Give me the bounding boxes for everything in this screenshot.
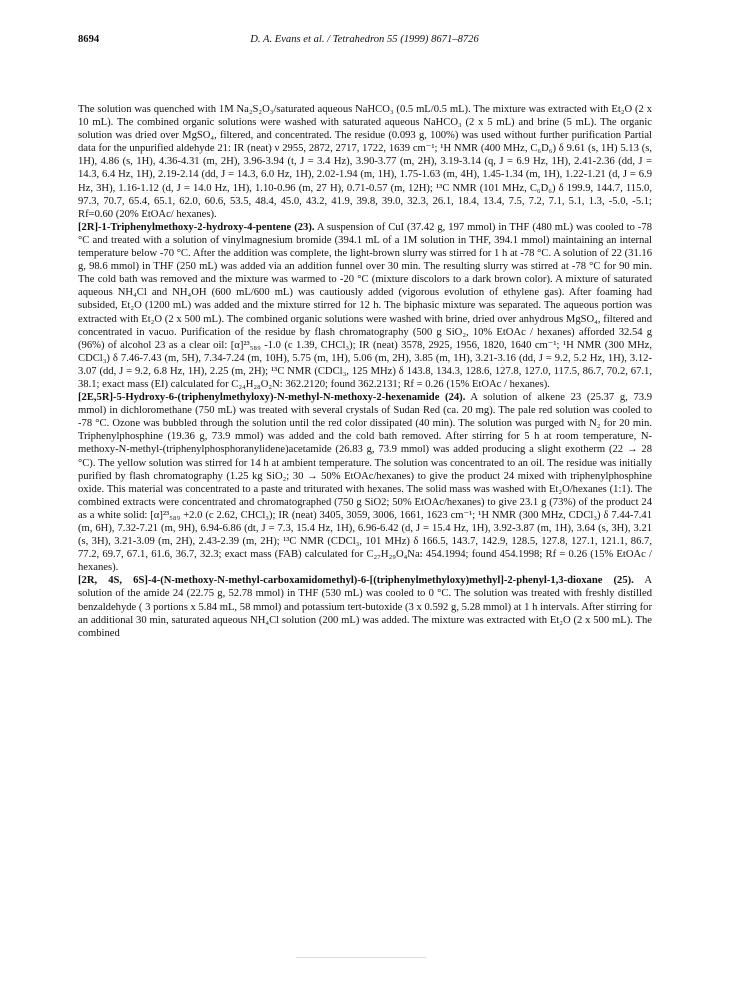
paragraph-text: The solution was quenched with 1M Na₂S₂O₃/saturated aqueous NaHCO₃ (0.5 mL/0.5 mL). The mixture was extracted with Et₂O (2 x 10 mL). The combined organic solutions were washed with saturated aqueous NaHCO₃ (2 x 5 mL) and brine (5 mL). The organic solution was dried over MgSO₄, filtered, and concentrated. The residue (0.093 g, 100%) was used without further purification Partial data for the unpurified aldehyde 21: IR (neat) ν 2955, 2872, 2717, 1722, 1639 cm⁻¹; ¹H NMR (400 MHz, C₆D₆) δ 9.61 (s, 1H) 5.13 (s, 1H), 4.86 (s, 1H), 4.36-4.31 (m, 2H), 3.96-3.94 (t, J = 3.4 Hz), 3.90-3.77 (m, 2H), 3.19-3.14 (q, J = 6.9 Hz, 1H), 2.41-2.36 (dd, J = 14.3, 6.4 Hz, 1H), 2.19-2.14 (dd, J = 14.3, 6.0 Hz, 1H), 2.02-1.94 (m, 1H), 1.75-1.63 (m, 4H), 1.45-1.34 (m, 1H), 1.22-1.21 (d, J = 6.9 Hz, 3H), 1.16-1.12 (d, J = 14.0 Hz, 1H), 1.10-0.96 (m, 27 H), 0.71-0.57 (m, 12H); ¹³C NMR (101 MHz, C₆D₆) δ 199.9, 144.7, 115.0, 97.3, 70.7, 65.4, 65.1, 62.0, 60.6, 53.5, 48.4, 45.0, 43.2, 41.9, 39.8, 39.0, 32.3, 26.1, 18.4, 13.4, 7.5, 7.2, 7.1, 5.1, 1.3, -5.0, -5.1; Rf=0.60 (20% EtOAc/ hexanes). bbox=[78, 104, 652, 220]
paragraph-text: A solution of alkene 23 (25.37 g, 73.9 mmol) in dichloromethane (750 mL) was treated with several crystals of Sudan Red (ca. 20 mg). The pale red solution was cooled to -78 °C. Ozone was bubbled through the solution until the red color dissipated (40 min). The solution was purged with N₂ for 20 min. Triphenylphosphine (19.36 g, 73.9 mmol) was added and the cold bath removed. After stirring for 5 h at room temperature, N-methoxy-N-methyl-(triphenylphosphoranylidene)acetamide (26.83 g, 73.9 mmol) was added producing a slight exotherm (22 → 28 °C). The yellow solution was stirred for 14 h at ambient temperature. The solution was concentrated to an oil. The residue was initially purified by flash chromatography (1.25 kg SiO₂; 30 → 50% EtOAc/hexanes) to give the product 24 mixed with triphenylphosphine oxide. This material was concentrated to a paste and triturated with hexanes. The solid mass was washed with Et₂O/hexanes (1:1). The combined extracts were concentrated and chromatographed (750 g SiO2; 50% EtOAc/hexanes) to give 23.1 g (73%) of the product 24 as a white solid: [α]²³₅₈₉ +2.0 (c 2.62, CHCl₃); IR (neat) 3405, 3059, 3006, 1661, 1623 cm⁻¹; ¹H NMR (300 MHz, CDCl₃) δ 7.44-7.41 (m, 6H), 7.32-7.21 (m, 9H), 6.94-6.86 (dt, J = 7.3, 15.4 Hz, 1H), 6.96-6.42 (d, J = 15.4 Hz, 1H), 3.92-3.87 (m, 1H), 3.64 (s, 3H), 3.21 (s, 3H), 3.21-3.09 (m, 2H), 2.43-2.39 (m, 2H); ¹³C NMR (CDCl₃, 101 MHz) δ 166.5, 143.7, 142.9, 128.5, 127.8, 127.1, 121.1, 86.7, 77.2, 69.7, 67.1, 61.6, 36.7, 32.3; exact mass (FAB) calculated for C₂₇H₂₉O₄Na: 454.1994; found 454.1998; Rf = 0.26 (15% EtOAc / hexanes). bbox=[78, 392, 652, 574]
page-number: 8694 bbox=[78, 34, 100, 45]
article-body bbox=[78, 103, 652, 640]
page-header bbox=[78, 34, 651, 50]
paragraph-compound-25 bbox=[78, 574, 652, 639]
paragraph-compound-24 bbox=[78, 391, 652, 574]
compound-heading: [2E,5R]-5-Hydroxy-6-(triphenylmethyloxy)-N-methyl-N-methoxy-2-hexenamide (24). bbox=[78, 392, 466, 404]
paragraph-compound-23 bbox=[78, 221, 652, 391]
bottom-divider bbox=[296, 957, 426, 958]
paragraph-text: A suspension of CuI (37.42 g, 197 mmol) in THF (480 mL) was cooled to -78 °C and treated with a solution of vinylmagnesium bromide (394.1 mL of a 1M solution in THF, 394.1 mmol) maintaining an internal temperature below -70 °C. After the addition was complete, the light-brown slurry was stirred for 1 h at -78 °C. A solution of 22 (31.16 g, 98.6 mmol) in THF (250 mL) was added via an addition funnel over 30 min. The resulting slurry was stirred at -78 °C for 90 min. The cold bath was removed and the mixture was warmed to -20 °C (mixture discolors to a dark brown color). A mixture of saturated aqueous NH₄Cl and NH₄OH (600 mL/600 mL) was cautiously added (vigorous evolution of ethylene gas). After foaming had subsided, Et₂O (1200 mL) was added and the mixture stirred for 12 h. The biphasic mixture was separated. The aqueous portion was extracted with Et₂O (2 x 500 mL). The combined organic solutions were washed with brine, dried over anhydrous MgSO₄, filtered and concentrated in vacuo. Purification of the residue by flash chromatography (500 g SiO₂, 10% EtOAc / hexanes) afforded 32.54 g (96%) of alcohol 23 as a clear oil: [α]²³₅₈₉ -1.0 (c 1.39, CHCl₃); IR (neat) 3578, 2925, 1956, 1820, 1640 cm⁻¹; ¹H NMR (300 MHz, CDCl₃) δ 7.46-7.43 (m, 5H), 7.34-7.24 (m, 10H), 5.75 (m, 1H), 5.06 (m, 2H), 3.85 (m, 1H), 3.21-3.16 (dd, J = 9.2, 5.2 Hz, 1H), 3.12-3.07 (dd, J = 9.2, 6.8 Hz, 1H), 2.25 (m, 2H); ¹³C NMR (CDCl₃, 125 MHz) δ 143.8, 134.3, 128.6, 127.8, 127.0, 117.5, 86.7, 70.2, 67.1, 38.1; exact mass (EI) calculated for C₂₄H₂₈O₂N: 362.2120; found 362.2131; Rf = 0.26 (15% EtOAc / hexanes). bbox=[78, 221, 652, 390]
compound-heading: [2R]-1-Triphenylmethoxy-2-hydroxy-4-pentene (23). bbox=[78, 221, 315, 233]
running-head: D. A. Evans et al. / Tetrahedron 55 (1999) 8671–8726 bbox=[250, 34, 479, 45]
paragraph-aldehyde-21 bbox=[78, 103, 652, 221]
compound-heading: [2R, 4S, 6S]-4-(N-methoxy-N-methyl-carboxamidomethyl)-6-[(triphenylmethyloxy)methyl]-2-phenyl-1,3-dioxane (25). bbox=[78, 575, 634, 587]
paragraph-text: A solution of the amide 24 (22.75 g, 52.78 mmol) in THF (530 mL) was cooled to 0 °C. The solution was treated with freshly distilled benzaldehyde ( 3 portions x 5.84 mL, 58 mmol) and potassium tert-butoxide (3 x 0.592 g, 5.28 mmol) at 1 h intervals. After stirring for an additional 30 min, saturated aqueous NH₄Cl solution (200 mL) was added. The mixture was extracted with Et₂O (2 x 500 mL). The combined bbox=[78, 575, 653, 639]
